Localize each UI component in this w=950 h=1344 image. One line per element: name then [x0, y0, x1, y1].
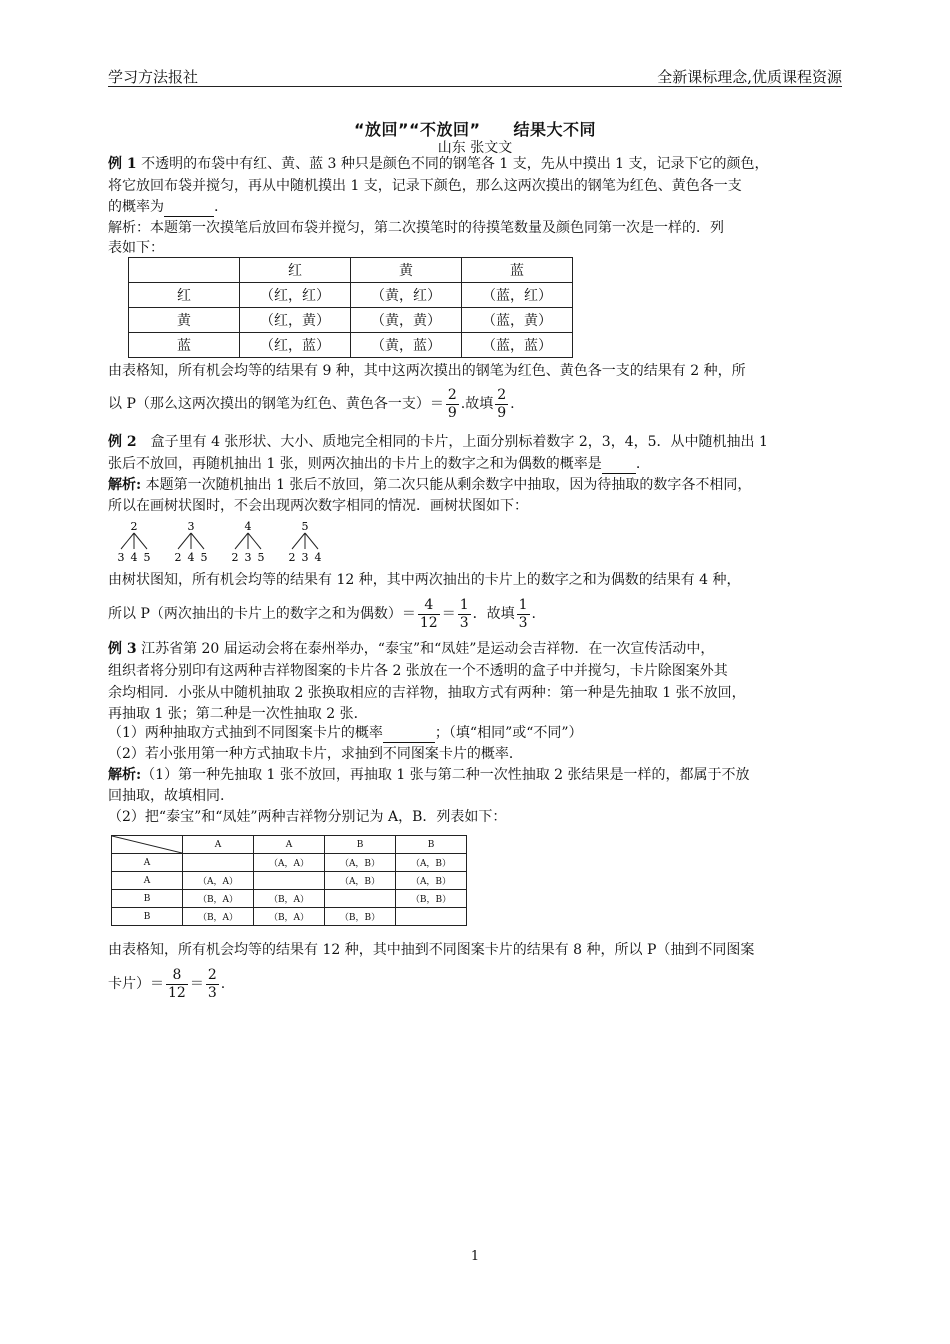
diagonal-line [112, 836, 182, 853]
header-divider [108, 86, 842, 87]
ex3-analysis-2: 回抽取，故填相同. [108, 788, 225, 804]
tree-leaf-label: 5 [143, 551, 151, 564]
fraction: $\frac{2}{9}$ [447, 386, 457, 421]
tree-branch [235, 533, 248, 549]
ex3-question-1: （1）两种抽取方式抽到不同图案卡片的概率 ；（填“相同”或“不同”） [108, 725, 583, 741]
ex1-conclusion-1: 由表格知，所有机会均等的结果有 9 种，其中这两次摸出的钢笔为红色、黄色各一支的结果有 2 种，所 [108, 363, 746, 379]
tree-branch [178, 533, 191, 549]
table-header-row: 红 黄 蓝 [129, 258, 573, 283]
tree-leaf-label: 2 [174, 551, 182, 564]
tree-leaf-label: 3 [244, 551, 252, 564]
tree-leaf-label: 4 [187, 551, 195, 564]
tree-branch [292, 533, 305, 549]
table-row: 蓝 （红，蓝） （黄，蓝） （蓝，蓝） [129, 333, 573, 358]
ex3-question-2: （2）若小张用第一种方式抽取卡片，求抽到不同图案卡片的概率． [108, 746, 523, 762]
tree-leaf-label: 4 [314, 551, 322, 564]
fraction: $\frac{8}{12}$ [168, 966, 186, 1001]
ex1-analysis-2: 表如下： [108, 240, 164, 256]
ex1-line-3: 的概率为 . [108, 199, 219, 215]
fraction: $\frac{1}{3}$ [518, 596, 528, 631]
table-row: 黄 （红，黄） （黄，黄） （蓝，黄） [129, 308, 573, 333]
tree-leaf-label: 2 [231, 551, 239, 564]
ex2-line-1: 例 2 盒子里有 4 张形状、大小、质地完全相同的卡片，上面分别标着数字 2，3，4，5．从中随机抽出 1 [108, 434, 768, 450]
fraction: $\frac{2}{9}$ [497, 386, 507, 421]
table-row: 红 （红，红） （黄，红） （蓝，红） [129, 283, 573, 308]
header-right: 全新课标理念,优质课程资源 [657, 68, 842, 86]
ex3-conclusion-1: 由表格知，所有机会均等的结果有 12 种，其中抽到不同图案卡片的结果有 8 种，所以 P（抽到不同图案 [108, 942, 755, 958]
fraction: $\frac{2}{3}$ [207, 966, 217, 1001]
tree-group [175, 520, 208, 564]
ex1-outcome-table [128, 257, 573, 358]
table-row: A （A，A） （A，B） （A，B） [112, 854, 467, 872]
table-header-row: A A B B [112, 836, 467, 854]
table-row: B （B，A） （B，A） （B，B） [112, 908, 467, 926]
tree-leaf-label: 5 [200, 551, 208, 564]
ex1-analysis-1: 解析：本题第一次摸笔后放回布袋并搅匀，第二次摸笔时的待摸笔数量及颜色同第一次是一样的．列 [108, 220, 724, 236]
tree-root-label: 3 [187, 520, 195, 533]
ex3-analysis-3: （2）把“泰宝”和“凤娃”两种吉祥物分别记为 A，B．列表如下： [108, 809, 507, 825]
tree-leaf-label: 5 [257, 551, 265, 564]
answer-blank [383, 728, 435, 743]
ex1-line-1: 例 1 不透明的布袋中有红、黄、蓝 3 种只是颜色不同的钢笔各 1 支，先从中摸出 1 支，记录下它的颜色， [108, 156, 769, 172]
tree-branch [305, 533, 318, 549]
page-number: 1 [470, 1249, 480, 1264]
ex2-conclusion-2: 所以 P（两次抽出的卡片上的数字之和为偶数）＝ $\frac{4}{12}$ ＝ $\frac{1}{3}$ ．故填 $\frac{1}{3}$ . [108, 596, 536, 631]
table-row: A （A，A） （A，B） （A，B） [112, 872, 467, 890]
ex2-analysis-2: 所以在画树状图时，不会出现两次数字相同的情况．画树状图如下： [108, 498, 528, 514]
table-row: B （B，A） （B，A） （B，B） [112, 890, 467, 908]
fraction: $\frac{4}{12}$ [419, 596, 438, 631]
fraction: $\frac{1}{3}$ [459, 596, 469, 631]
header-left: 学习方法报社 [108, 68, 199, 86]
tree-branch [134, 533, 147, 549]
tree-leaf-label: 3 [117, 551, 125, 564]
tree-branch [191, 533, 204, 549]
ex3-analysis-1: 解析:（1）第一种先抽取 1 张不放回，再抽取 1 张与第二种一次性抽取 2 张结果是一样的，都属于不放 [108, 767, 750, 783]
ex3-label: 例 3 [108, 641, 137, 657]
answer-blank [602, 459, 636, 474]
ex3-line-2: 组织者将分别印有这两种吉祥物图案的卡片各 2 张放在一个不透明的盒子中并搅匀，卡片除图案外其 [108, 663, 728, 679]
ex3-line-4: 再抽取 1 张；第二种是一次性抽取 2 张． [108, 706, 368, 722]
diagonal-cell [112, 836, 183, 854]
ex1-line-2: 将它放回布袋并搅匀，再从中随机摸出 1 支，记录下颜色，那么这两次摸出的钢笔为红色、黄色各一支 [108, 178, 742, 194]
ex2-conclusion-1: 由树状图知，所有机会均等的结果有 12 种，其中两次抽出的卡片上的数字之和为偶数的结果有 4 种， [108, 572, 741, 588]
ex3-outcome-table [111, 835, 467, 926]
ex3-line-3: 余均相同．小张从中随机抽取 2 张换取相应的吉祥物，抽取方式有两种：第一种是先抽取 1 张不放回， [108, 685, 746, 701]
tree-branch [248, 533, 261, 549]
article-title: “放回”“不放回” 结果大不同 [353, 120, 597, 139]
ex3-conclusion-2: 卡片）＝ $\frac{8}{12}$ ＝ $\frac{2}{3}$ . [108, 966, 226, 1001]
tree-leaf-label: 3 [301, 551, 309, 564]
ex2-analysis-1: 解析: 本题第一次随机抽出 1 张后不放回，第二次只能从剩余数字中抽取，因为待抽取的数字各不相同， [108, 477, 752, 493]
tree-group [232, 520, 265, 564]
tree-group [118, 520, 151, 564]
ex1-conclusion-2: 以 P（那么这两次摸出的钢笔为红色、黄色各一支）＝ $\frac{2}{9}$ .故填 $\frac{2}{9}$ . [108, 386, 515, 421]
ex3-line-1: 例 3 江苏省第 20 届运动会将在泰州举办，“泰宝”和“凤娃”是运动会吉祥物．在一次宣传活动中， [108, 641, 715, 657]
tree-diagram [108, 520, 348, 564]
tree-root-label: 2 [130, 520, 138, 533]
article-author: 山东 张文文 [437, 140, 513, 156]
tree-leaf-label: 4 [130, 551, 138, 564]
ex1-label: 例 1 [108, 156, 137, 172]
tree-branch [121, 533, 134, 549]
tree-root-label: 4 [244, 520, 252, 533]
tree-group [289, 520, 322, 564]
ex2-label: 例 2 [108, 434, 137, 450]
tree-root-label: 5 [301, 520, 309, 533]
ex2-line-2: 张后不放回，再随机抽出 1 张，则两次抽出的卡片上的数字之和为偶数的概率是 . [108, 456, 641, 472]
answer-blank [164, 202, 214, 217]
tree-leaf-label: 2 [288, 551, 296, 564]
